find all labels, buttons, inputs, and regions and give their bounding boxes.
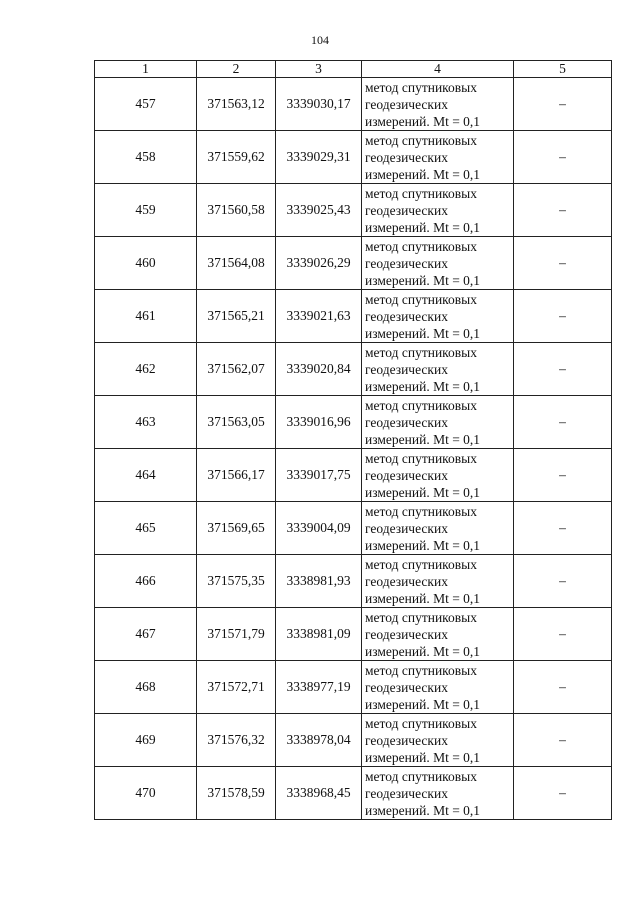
table-row xyxy=(95,131,612,184)
method-line: геодезических xyxy=(365,679,448,695)
method-line: измерений. Mt = 0,1 xyxy=(365,590,481,606)
x-coordinate-cell: 371571,79 xyxy=(197,608,276,661)
y-coordinate-cell: 3339017,75 xyxy=(276,449,362,502)
note-cell: – xyxy=(514,290,612,343)
y-coordinate-cell: 3339020,84 xyxy=(276,343,362,396)
x-coordinate-cell: 371563,12 xyxy=(197,78,276,131)
method-line: метод спутниковых xyxy=(365,768,477,784)
point-number-cell: 459 xyxy=(95,184,197,237)
point-number-cell: 458 xyxy=(95,131,197,184)
method-line: измерений. Mt = 0,1 xyxy=(365,113,481,129)
x-coordinate-cell: 371559,62 xyxy=(197,131,276,184)
y-coordinate-cell: 3339029,31 xyxy=(276,131,362,184)
note-cell: – xyxy=(514,131,612,184)
point-number-cell: 469 xyxy=(95,714,197,767)
method-cell xyxy=(362,78,514,131)
method-line: измерений. Mt = 0,1 xyxy=(365,219,481,235)
method-line: метод спутниковых xyxy=(365,132,477,148)
method-line: метод спутниковых xyxy=(365,79,477,95)
y-coordinate-cell: 3338981,93 xyxy=(276,555,362,608)
method-cell xyxy=(362,396,514,449)
method-line: геодезических xyxy=(365,202,448,218)
point-number-cell: 466 xyxy=(95,555,197,608)
point-number-cell: 457 xyxy=(95,78,197,131)
method-line: измерений. Mt = 0,1 xyxy=(365,431,481,447)
method-cell xyxy=(362,502,514,555)
table-row xyxy=(95,78,612,131)
method-line: измерений. Mt = 0,1 xyxy=(365,537,481,553)
method-line: метод спутниковых xyxy=(365,397,477,413)
table-row xyxy=(95,449,612,502)
page-number: 104 xyxy=(311,33,329,47)
note-cell: – xyxy=(514,502,612,555)
method-line: измерений. Mt = 0,1 xyxy=(365,272,481,288)
method-line: метод спутниковых xyxy=(365,185,477,201)
method-cell xyxy=(362,608,514,661)
point-number-cell: 462 xyxy=(95,343,197,396)
note-cell: – xyxy=(514,767,612,820)
method-cell xyxy=(362,661,514,714)
table-row xyxy=(95,502,612,555)
point-number-cell: 461 xyxy=(95,290,197,343)
x-coordinate-cell: 371578,59 xyxy=(197,767,276,820)
method-line: геодезических xyxy=(365,149,448,165)
method-line: метод спутниковых xyxy=(365,609,477,625)
method-line: геодезических xyxy=(365,626,448,642)
method-cell xyxy=(362,237,514,290)
method-line: метод спутниковых xyxy=(365,238,477,254)
point-number-cell: 463 xyxy=(95,396,197,449)
table-header xyxy=(95,61,612,78)
method-line: геодезических xyxy=(365,96,448,112)
table-row xyxy=(95,343,612,396)
method-line: измерений. Mt = 0,1 xyxy=(365,696,481,712)
point-number-cell: 468 xyxy=(95,661,197,714)
y-coordinate-cell: 3339025,43 xyxy=(276,184,362,237)
note-cell: – xyxy=(514,343,612,396)
note-cell: – xyxy=(514,608,612,661)
note-cell: – xyxy=(514,555,612,608)
x-coordinate-cell: 371562,07 xyxy=(197,343,276,396)
method-line: метод спутниковых xyxy=(365,344,477,360)
header-col-4: 4 xyxy=(362,61,514,78)
method-line: геодезических xyxy=(365,308,448,324)
method-line: измерений. Mt = 0,1 xyxy=(365,484,481,500)
y-coordinate-cell: 3338968,45 xyxy=(276,767,362,820)
header-col-1: 1 xyxy=(95,61,197,78)
note-cell: – xyxy=(514,78,612,131)
table-row xyxy=(95,290,612,343)
method-line: метод спутниковых xyxy=(365,291,477,307)
x-coordinate-cell: 371566,17 xyxy=(197,449,276,502)
point-number-cell: 465 xyxy=(95,502,197,555)
x-coordinate-cell: 371575,35 xyxy=(197,555,276,608)
method-cell xyxy=(362,131,514,184)
note-cell: – xyxy=(514,237,612,290)
y-coordinate-cell: 3339016,96 xyxy=(276,396,362,449)
method-cell xyxy=(362,714,514,767)
note-cell: – xyxy=(514,714,612,767)
note-cell: – xyxy=(514,449,612,502)
method-line: метод спутниковых xyxy=(365,556,477,572)
method-cell xyxy=(362,555,514,608)
x-coordinate-cell: 371569,65 xyxy=(197,502,276,555)
method-line: геодезических xyxy=(365,255,448,271)
coordinates-table xyxy=(94,60,612,820)
point-number-cell: 464 xyxy=(95,449,197,502)
method-cell xyxy=(362,449,514,502)
table-row xyxy=(95,661,612,714)
y-coordinate-cell: 3339004,09 xyxy=(276,502,362,555)
y-coordinate-cell: 3338981,09 xyxy=(276,608,362,661)
method-line: геодезических xyxy=(365,732,448,748)
method-line: геодезических xyxy=(365,785,448,801)
table-row xyxy=(95,767,612,820)
header-col-5: 5 xyxy=(514,61,612,78)
x-coordinate-cell: 371572,71 xyxy=(197,661,276,714)
y-coordinate-cell: 3339030,17 xyxy=(276,78,362,131)
x-coordinate-cell: 371565,21 xyxy=(197,290,276,343)
table-row xyxy=(95,396,612,449)
x-coordinate-cell: 371564,08 xyxy=(197,237,276,290)
table-row xyxy=(95,608,612,661)
method-line: геодезических xyxy=(365,361,448,377)
note-cell: – xyxy=(514,396,612,449)
table-row xyxy=(95,555,612,608)
method-line: измерений. Mt = 0,1 xyxy=(365,802,481,818)
method-line: геодезических xyxy=(365,573,448,589)
method-line: измерений. Mt = 0,1 xyxy=(365,378,481,394)
method-line: геодезических xyxy=(365,467,448,483)
note-cell: – xyxy=(514,661,612,714)
method-cell xyxy=(362,184,514,237)
method-line: геодезических xyxy=(365,520,448,536)
header-col-3: 3 xyxy=(276,61,362,78)
x-coordinate-cell: 371576,32 xyxy=(197,714,276,767)
y-coordinate-cell: 3338978,04 xyxy=(276,714,362,767)
method-line: метод спутниковых xyxy=(365,662,477,678)
method-line: измерений. Mt = 0,1 xyxy=(365,166,481,182)
point-number-cell: 467 xyxy=(95,608,197,661)
method-cell xyxy=(362,343,514,396)
y-coordinate-cell: 3339021,63 xyxy=(276,290,362,343)
method-line: метод спутниковых xyxy=(365,503,477,519)
table-body xyxy=(95,78,612,820)
method-line: измерений. Mt = 0,1 xyxy=(365,749,481,765)
y-coordinate-cell: 3339026,29 xyxy=(276,237,362,290)
method-line: метод спутниковых xyxy=(365,450,477,466)
method-line: метод спутниковых xyxy=(365,715,477,731)
x-coordinate-cell: 371560,58 xyxy=(197,184,276,237)
header-row xyxy=(95,61,612,78)
table-row xyxy=(95,237,612,290)
x-coordinate-cell: 371563,05 xyxy=(197,396,276,449)
method-cell xyxy=(362,767,514,820)
point-number-cell: 470 xyxy=(95,767,197,820)
method-line: геодезических xyxy=(365,414,448,430)
table-row xyxy=(95,184,612,237)
header-col-2: 2 xyxy=(197,61,276,78)
note-cell: – xyxy=(514,184,612,237)
method-cell xyxy=(362,290,514,343)
point-number-cell: 460 xyxy=(95,237,197,290)
table-row xyxy=(95,714,612,767)
method-line: измерений. Mt = 0,1 xyxy=(365,643,481,659)
method-line: измерений. Mt = 0,1 xyxy=(365,325,481,341)
y-coordinate-cell: 3338977,19 xyxy=(276,661,362,714)
